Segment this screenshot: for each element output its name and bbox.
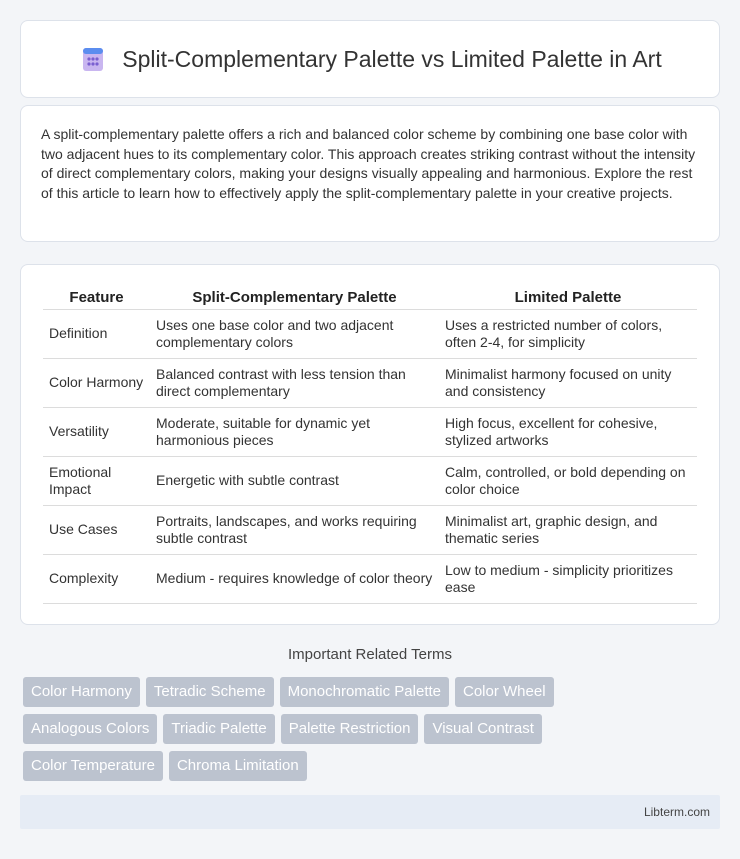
page-title: Split-Complementary Palette vs Limited Palette in Art: [122, 45, 662, 72]
header-split-complementary: Split-Complementary Palette: [150, 285, 439, 310]
feature-cell: Use Cases: [43, 506, 150, 555]
limited-cell: Calm, controlled, or bold depending on color choice: [439, 457, 697, 506]
document-icon: [78, 44, 108, 74]
tag-row: [23, 751, 723, 781]
tag-visual-contrast[interactable]: Visual Contrast: [424, 714, 541, 744]
split-cell: Uses one base color and two adjacent complementary colors: [150, 310, 439, 359]
feature-cell: Color Harmony: [43, 359, 150, 408]
header-limited: Limited Palette: [439, 285, 697, 310]
related-terms-title: Important Related Terms: [288, 646, 452, 663]
split-cell: Medium - requires knowledge of color theory: [150, 555, 439, 604]
tag-row: [23, 677, 723, 707]
tag-color-wheel[interactable]: Color Wheel: [455, 677, 554, 707]
limited-cell: Low to medium - simplicity prioritizes ease: [439, 555, 697, 604]
limited-cell: Uses a restricted number of colors, often 2-4, for simplicity: [439, 310, 697, 359]
header-card: [20, 20, 720, 98]
tag-triadic-palette[interactable]: Triadic Palette: [163, 714, 274, 744]
tag-palette-restriction[interactable]: Palette Restriction: [281, 714, 419, 744]
table-row: [43, 310, 697, 359]
tag-color-temperature[interactable]: Color Temperature: [23, 751, 163, 781]
tag-row: [23, 714, 723, 744]
table-row: [43, 506, 697, 555]
table-row: [43, 457, 697, 506]
comparison-table-card: [20, 264, 720, 625]
tag-tetradic-scheme[interactable]: Tetradic Scheme: [146, 677, 274, 707]
intro-paragraph: A split-complementary palette offers a rich and balanced color scheme by combining one base color with two adjacent hues to its complementary color. This approach creates striking contrast without the intensity of direct complementary colors, making your designs visually appealing and harmonious. Explore the rest of this article to learn how to effectively apply the split-complementary palette in your creative projects.: [41, 126, 696, 201]
feature-cell: Definition: [43, 310, 150, 359]
intro-card: [20, 105, 720, 242]
limited-cell: High focus, excellent for cohesive, stylized artworks: [439, 408, 697, 457]
split-cell: Balanced contrast with less tension than direct complementary: [150, 359, 439, 408]
tag-color-harmony[interactable]: Color Harmony: [23, 677, 140, 707]
feature-cell: Versatility: [43, 408, 150, 457]
footer-site-link[interactable]: Libterm.com: [643, 805, 710, 819]
limited-cell: Minimalist harmony focused on unity and consistency: [439, 359, 697, 408]
comparison-table: [43, 285, 697, 604]
table-header-row: [43, 285, 697, 310]
tag-monochromatic-palette[interactable]: Monochromatic Palette: [280, 677, 449, 707]
feature-cell: Emotional Impact: [43, 457, 150, 506]
tag-analogous-colors[interactable]: Analogous Colors: [23, 714, 157, 744]
table-row: [43, 359, 697, 408]
split-cell: Moderate, suitable for dynamic yet harmonious pieces: [150, 408, 439, 457]
split-cell: Portraits, landscapes, and works requiring subtle contrast: [150, 506, 439, 555]
related-terms-tags: [23, 677, 723, 788]
feature-cell: Complexity: [43, 555, 150, 604]
header-feature: Feature: [43, 285, 150, 310]
table-row: [43, 408, 697, 457]
limited-cell: Minimalist art, graphic design, and thematic series: [439, 506, 697, 555]
footer: [20, 795, 720, 829]
tag-chroma-limitation[interactable]: Chroma Limitation: [169, 751, 307, 781]
split-cell: Energetic with subtle contrast: [150, 457, 439, 506]
table-row: [43, 555, 697, 604]
